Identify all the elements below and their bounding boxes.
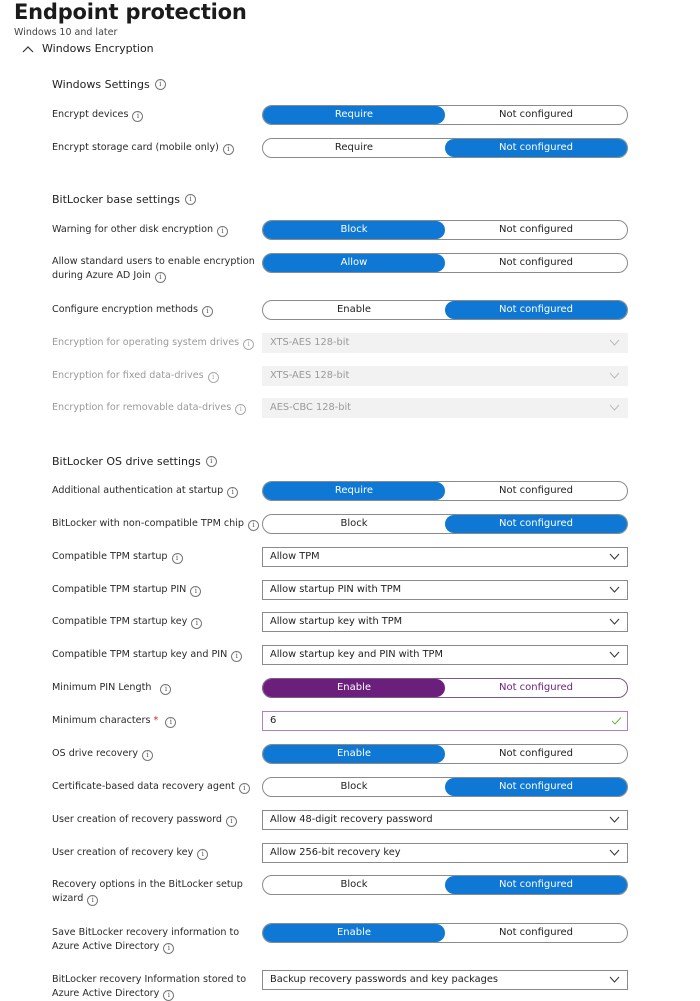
select-encryption-removable-drives[interactable] [262, 398, 628, 418]
setting-label-encryption-fixed-drives: Encryption for fixed data-drives i [52, 369, 260, 383]
option-enable[interactable]: Enable [263, 745, 445, 763]
select-recovery-info-stored-aad[interactable] [262, 970, 628, 990]
select-user-recovery-password[interactable] [262, 810, 628, 830]
info-icon[interactable]: i [190, 586, 201, 597]
checkmark-icon [611, 716, 622, 726]
setting-label-minimum-characters: Minimum characters * i [52, 714, 260, 728]
setting-label-allow-standard-users: Allow standard users to enable encryption during Azure AD Join i [52, 256, 255, 281]
section-title: Windows Encryption [42, 42, 154, 55]
setting-label-compatible-tpm-startup: Compatible TPM startup i [52, 550, 260, 564]
chevron-down-icon [609, 975, 620, 984]
select-value: Allow 48-digit recovery password [270, 814, 433, 825]
info-icon[interactable]: i [202, 306, 213, 317]
select-encryption-fixed-drives[interactable] [262, 366, 628, 386]
setting-label-minimum-pin-length: Minimum PIN Length i [52, 681, 260, 695]
option-not-configured[interactable]: Not configured [498, 485, 574, 496]
setting-label-os-drive-recovery: OS drive recovery i [52, 747, 260, 761]
chevron-down-icon [609, 650, 620, 659]
toggle-allow-standard-users[interactable] [262, 253, 628, 273]
setting-label-save-recovery-to-aad: Save BitLocker recovery information to Azure Active Directory i [52, 927, 240, 952]
setting-label-compatible-tpm-startup-pin: Compatible TPM startup PIN i [52, 583, 260, 597]
input-value: 6 [270, 715, 277, 726]
select-value: XTS-AES 128-bit [270, 337, 350, 348]
option-not-configured[interactable]: Not configured [445, 876, 627, 894]
chevron-down-icon [609, 371, 620, 380]
toggle-encrypt-storage-card[interactable] [262, 138, 628, 158]
toggle-minimum-pin-length[interactable] [262, 678, 628, 698]
info-icon[interactable]: i [163, 990, 174, 1001]
select-value: AES-CBC 128-bit [270, 402, 352, 413]
info-icon[interactable]: i [226, 816, 237, 827]
option-not-configured[interactable]: Not configured [498, 748, 574, 759]
select-compatible-tpm-startup[interactable] [262, 547, 628, 567]
select-compatible-tpm-startup-pin[interactable] [262, 580, 628, 600]
chevron-down-icon [609, 848, 620, 857]
info-icon[interactable]: i [87, 895, 98, 906]
toggle-cert-recovery-agent[interactable] [262, 777, 628, 797]
info-icon[interactable]: i [160, 684, 171, 695]
option-not-configured[interactable]: Not configured [498, 257, 574, 268]
group-bitlocker-os-drive [52, 455, 217, 468]
setting-label-additional-auth-startup: Additional authentication at startup i [52, 484, 260, 498]
option-block[interactable]: Block [340, 781, 368, 792]
option-not-configured[interactable]: Not configured [445, 778, 627, 796]
info-icon[interactable]: i [248, 520, 259, 531]
chevron-down-icon [609, 403, 620, 412]
toggle-non-compatible-tpm[interactable] [262, 514, 628, 534]
setting-label-compatible-tpm-startup-key: Compatible TPM startup key i [52, 615, 260, 629]
setting-label-encrypt-devices: Encrypt devices i [52, 108, 260, 122]
setting-label-warning-other-disk-encryption: Warning for other disk encryption i [52, 223, 260, 237]
setting-label-non-compatible-tpm: BitLocker with non-compatible TPM chip i [52, 517, 260, 531]
group-bitlocker-base [52, 193, 196, 206]
option-not-configured[interactable]: Not configured [498, 682, 574, 693]
toggle-warning-other-disk-encryption[interactable] [262, 220, 628, 240]
info-icon[interactable]: i [223, 144, 234, 155]
option-not-configured[interactable]: Not configured [445, 301, 627, 319]
info-icon[interactable]: i [163, 943, 174, 954]
input-minimum-characters[interactable] [262, 711, 628, 731]
toggle-encrypt-devices[interactable] [262, 105, 628, 125]
select-compatible-tpm-startup-key[interactable] [262, 612, 628, 632]
section-collapse-windows-encryption[interactable] [22, 42, 154, 55]
info-icon[interactable]: i [217, 226, 228, 237]
info-icon[interactable]: i [239, 783, 250, 794]
select-value: Allow TPM [270, 551, 320, 562]
setting-label-user-recovery-password: User creation of recovery password i [52, 813, 260, 827]
option-block[interactable]: Block [340, 518, 368, 529]
option-enable[interactable]: Enable [263, 924, 445, 942]
info-icon[interactable]: i [142, 750, 153, 761]
option-block[interactable]: Block [263, 221, 445, 239]
info-icon[interactable]: i [227, 487, 238, 498]
group-title: BitLocker OS drive settings [52, 455, 201, 468]
toggle-additional-auth-startup[interactable] [262, 481, 628, 501]
info-icon[interactable]: i [155, 79, 166, 90]
select-value: Allow startup key and PIN with TPM [270, 649, 443, 660]
setting-label-recovery-options-wizard: Recovery options in the BitLocker setup wizard i [52, 879, 243, 904]
info-icon[interactable]: i [197, 849, 208, 860]
info-icon[interactable]: i [155, 272, 166, 283]
option-not-configured[interactable]: Not configured [445, 515, 627, 533]
info-icon[interactable]: i [243, 339, 254, 350]
option-allow[interactable]: Allow [263, 254, 445, 272]
option-require[interactable]: Require [263, 106, 445, 124]
setting-label-encrypt-storage-card: Encrypt storage card (mobile only) i [52, 141, 260, 155]
option-not-configured[interactable]: Not configured [498, 927, 574, 938]
chevron-down-icon [609, 585, 620, 594]
chevron-down-icon [609, 815, 620, 824]
toggle-configure-encryption-methods[interactable] [262, 300, 628, 320]
info-icon[interactable]: i [172, 553, 183, 564]
setting-label-user-recovery-key: User creation of recovery key i [52, 846, 260, 860]
info-icon[interactable]: i [165, 717, 176, 728]
option-not-configured[interactable]: Not configured [498, 224, 574, 235]
select-user-recovery-key[interactable] [262, 843, 628, 863]
toggle-os-drive-recovery[interactable] [262, 744, 628, 764]
group-title: BitLocker base settings [52, 193, 180, 206]
chevron-down-icon [609, 338, 620, 347]
option-not-configured[interactable]: Not configured [498, 109, 574, 120]
toggle-recovery-options-wizard[interactable] [262, 875, 628, 895]
option-block[interactable]: Block [340, 879, 368, 890]
chevron-down-icon [609, 552, 620, 561]
required-asterisk: * [153, 715, 159, 726]
option-require[interactable]: Require [263, 482, 445, 500]
page-title: Endpoint protection [14, 0, 247, 24]
setting-label-cert-recovery-agent: Certificate-based data recovery agent i [52, 780, 260, 794]
select-value: Allow startup PIN with TPM [270, 584, 402, 595]
select-compatible-tpm-startup-key-pin[interactable] [262, 645, 628, 665]
toggle-save-recovery-to-aad[interactable] [262, 923, 628, 943]
setting-label-encryption-os-drives: Encryption for operating system drives i [52, 336, 260, 350]
info-icon[interactable]: i [191, 618, 202, 629]
chevron-down-icon [609, 617, 620, 626]
page-subtitle: Windows 10 and later [14, 27, 118, 38]
option-not-configured[interactable]: Not configured [445, 139, 627, 157]
info-icon[interactable]: i [132, 111, 143, 122]
setting-label-encryption-removable-drives: Encryption for removable data-drives i [52, 401, 260, 415]
info-icon[interactable]: i [208, 372, 219, 383]
select-value: XTS-AES 128-bit [270, 370, 350, 381]
select-value: Allow startup key with TPM [270, 616, 403, 627]
setting-label-configure-encryption-methods: Configure encryption methods i [52, 303, 260, 317]
group-windows-settings [52, 78, 166, 91]
option-enable[interactable]: Enable [263, 679, 445, 697]
setting-label-compatible-tpm-startup-key-pin: Compatible TPM startup key and PIN i [52, 648, 260, 662]
info-icon[interactable]: i [206, 456, 217, 467]
info-icon[interactable]: i [231, 651, 242, 662]
group-title: Windows Settings [52, 78, 150, 91]
select-encryption-os-drives[interactable] [262, 333, 628, 353]
select-value: Allow 256-bit recovery key [270, 847, 401, 858]
option-enable[interactable]: Enable [336, 304, 372, 315]
setting-label-recovery-info-stored-aad: BitLocker recovery Information stored to Azure Active Directory i [52, 974, 247, 999]
info-icon[interactable]: i [235, 404, 246, 415]
info-icon[interactable]: i [185, 194, 196, 205]
chevron-up-icon [22, 44, 34, 54]
select-value: Backup recovery passwords and key packages [270, 974, 499, 985]
option-require[interactable]: Require [334, 142, 374, 153]
